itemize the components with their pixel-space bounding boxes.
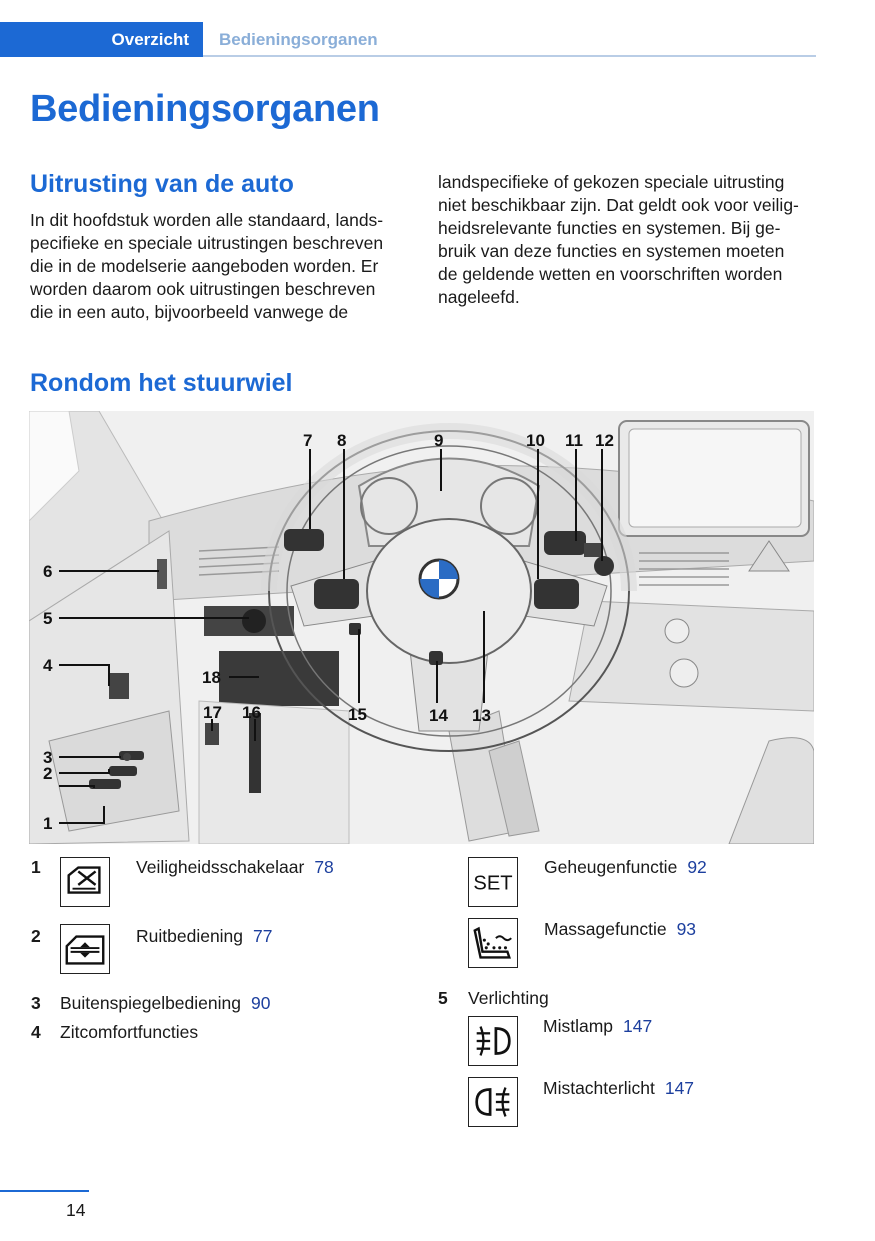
window-lift-icon	[60, 924, 110, 974]
legend-num-5: 5	[438, 988, 448, 1008]
set-icon-text: SET	[473, 872, 513, 895]
legend-label: Geheugenfunctie	[544, 857, 678, 877]
tab-bedieningsorganen[interactable]: Bedieningsorganen	[219, 30, 378, 49]
page-ref-link[interactable]: 92	[687, 857, 707, 877]
callout-16: 16	[242, 703, 261, 722]
callout-5: 5	[43, 609, 53, 628]
page-ref-link[interactable]: 93	[676, 919, 697, 939]
legend-item-buitenspiegelbediening	[60, 993, 270, 1014]
callout-12: 12	[595, 431, 614, 450]
legend-item-mistachterlicht	[543, 1078, 694, 1099]
legend-label: Verlichting	[468, 988, 549, 1008]
set-memory-icon	[468, 857, 518, 907]
cockpit-drawing	[29, 411, 814, 844]
page-ref-link[interactable]: 147	[623, 1016, 653, 1036]
page-number: 14	[66, 1200, 86, 1220]
front-fog-lamp-icon	[468, 1016, 518, 1066]
legend-num-2: 2	[31, 926, 41, 946]
section-heading-stuurwiel: Rondom het stuurwiel	[30, 369, 293, 397]
legend-item-zitcomfortfuncties	[60, 1022, 198, 1043]
callout-3: 3	[43, 748, 53, 767]
callout-2: 2	[43, 764, 53, 783]
callout-10: 10	[526, 431, 545, 450]
callout-17: 17	[203, 703, 222, 722]
legend-label: Mistlamp	[543, 1016, 614, 1036]
cockpit-illustration	[29, 411, 814, 844]
intro-paragraph-right: landspecifieke of gekozen speciale uitrusting niet beschikbaar zijn. Dat geldt ook voor veilig- heidsrelevante functies en systemen. Bij ge- bruik van deze functies en systemen moeten de geldende wetten en voorschriften worden nageleefd.	[438, 172, 799, 307]
rear-fog-lamp-icon	[468, 1077, 518, 1127]
section-heading-uitrusting: Uitrusting van de auto	[30, 170, 294, 198]
page-ref-link[interactable]: 147	[664, 1078, 695, 1098]
footer-rule	[0, 1190, 89, 1192]
page-title: Bedieningsorganen	[30, 88, 380, 130]
legend-item-verlichting	[468, 988, 549, 1009]
callout-1: 1	[43, 814, 53, 833]
legend-item-geheugenfunctie	[544, 857, 707, 878]
legend-item-mistlamp	[543, 1016, 652, 1037]
legend-label: Massagefunctie	[544, 919, 667, 939]
legend-label: Mistachterlicht	[543, 1078, 655, 1098]
legend-item-ruitbediening	[136, 926, 273, 947]
callout-7: 7	[303, 431, 313, 450]
legend-label: Veiligheidsschakelaar	[136, 857, 305, 877]
callout-13: 13	[472, 706, 491, 725]
tab-overzicht-label: Overzicht	[111, 30, 189, 49]
callout-15: 15	[348, 705, 367, 724]
callout-18: 18	[202, 668, 221, 687]
massage-seat-icon	[468, 918, 518, 968]
legend-num-3: 3	[31, 993, 41, 1013]
callout-8: 8	[337, 431, 347, 450]
callout-9: 9	[434, 431, 444, 450]
callout-11: 11	[565, 431, 583, 450]
page-ref-link[interactable]: 78	[314, 857, 334, 877]
intro-paragraph-left: In dit hoofdstuk worden alle standaard, lands- pecifieke en speciale uitrustingen beschreven die in de modelserie aangeboden worden. Er worden daarom ook uitrustingen beschreven die in een auto, bijvoorbeeld vanwege de	[30, 210, 384, 322]
callout-14: 14	[429, 706, 448, 725]
legend-num-4: 4	[31, 1022, 41, 1042]
callout-4: 4	[43, 656, 53, 675]
page-ref-link[interactable]: 90	[250, 993, 271, 1013]
page-ref-link[interactable]: 77	[253, 926, 273, 946]
tab-overzicht[interactable]	[0, 22, 203, 57]
window-lock-icon	[60, 857, 110, 907]
legend-label: Buitenspiegelbediening	[60, 993, 241, 1013]
legend-item-massagefunctie	[544, 919, 696, 940]
legend-item-veiligheidsschakelaar	[136, 857, 334, 878]
callout-6: 6	[43, 562, 53, 581]
legend-num-1: 1	[31, 857, 41, 877]
legend-label: Zitcomfortfuncties	[60, 1022, 199, 1042]
legend-label: Ruitbediening	[136, 926, 244, 946]
